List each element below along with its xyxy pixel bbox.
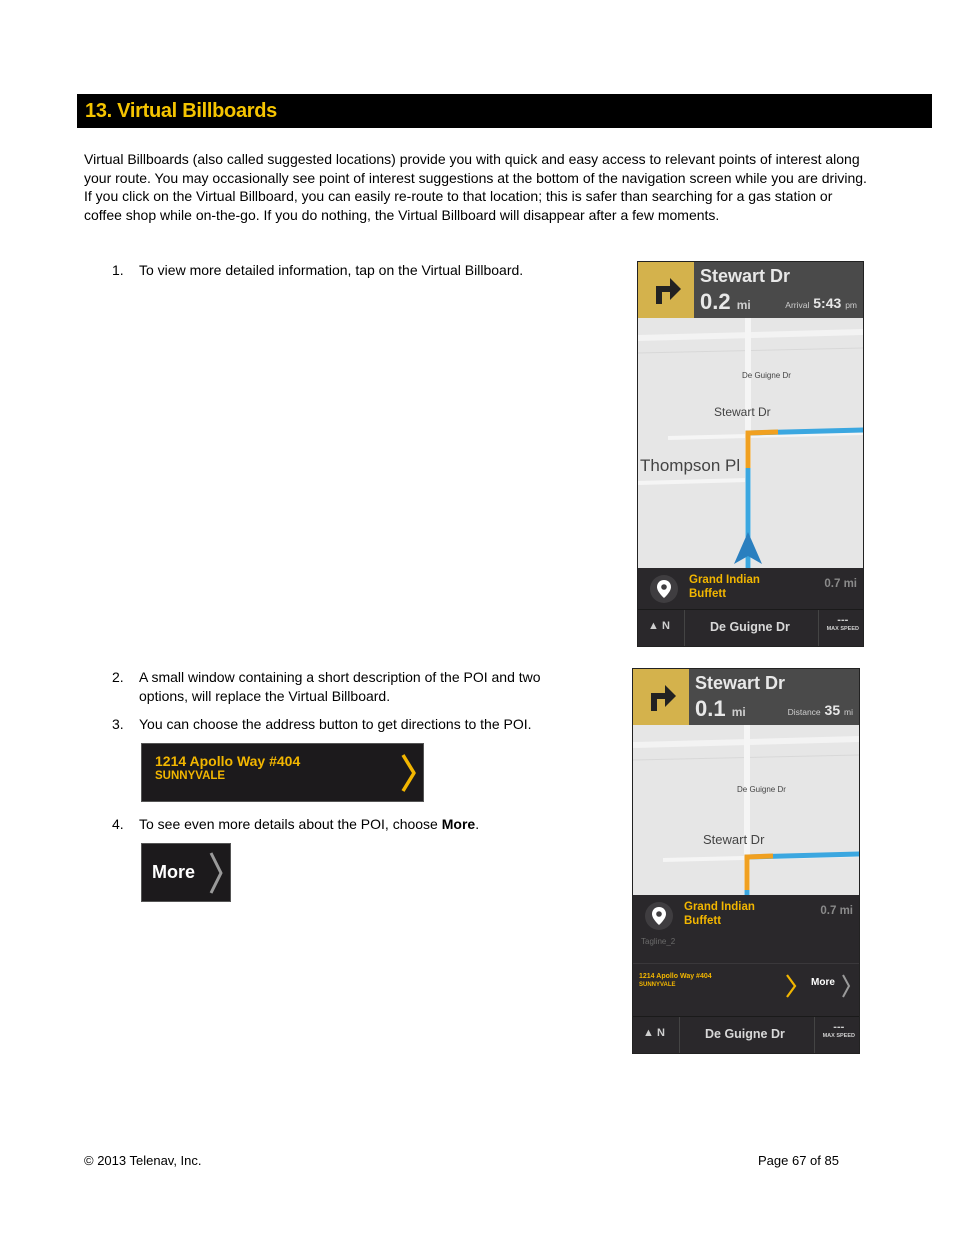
poi-name-line1: Grand Indian (689, 574, 760, 586)
max-speed (823, 1021, 855, 1039)
address-line-2: SUNNYVALE (155, 770, 226, 782)
compass-heading: N (661, 620, 670, 632)
more-label: More (811, 977, 835, 988)
arrival-time (785, 295, 857, 311)
section-title: 13. Virtual Billboards (85, 100, 277, 122)
next-street: Stewart Dr (700, 266, 791, 286)
turn-right-icon (638, 262, 694, 318)
current-street: De Guigne Dr (710, 620, 790, 634)
intro-paragraph: Virtual Billboards (also called suggested locations) provide you with quick and easy access to relevant points of interest along your route. You may occasionally see point of interest suggestions at the bottom of the navigation screen while you are driving. If you click on the Virtual Billboard, you can easily re-route to that location; this is safer than searching for a gas station or coffee shop while on-the-go. If you do nothing, the Virtual Billboard will disappear after a few moments. (84, 151, 867, 223)
poi-name-line2: Buffett (684, 915, 722, 927)
distance-unit: mi (731, 705, 746, 719)
distance-to-turn (695, 696, 746, 722)
map-label: Stewart Dr (703, 832, 765, 847)
distance-unit: mi (736, 298, 751, 312)
max-speed-value: --- (837, 614, 849, 626)
divider (633, 963, 859, 964)
eta-suffix: mi (844, 707, 853, 717)
map-label: De Guigne Dr (737, 785, 786, 794)
current-street: De Guigne Dr (705, 1027, 785, 1041)
divider (679, 1017, 680, 1053)
chevron-right-icon (841, 973, 851, 999)
step-number: 2. (112, 669, 124, 685)
compass-arrow-icon: ▲ (643, 1027, 654, 1039)
divider (818, 610, 819, 646)
poi-address-button[interactable] (639, 973, 804, 1007)
poi-name (689, 573, 760, 601)
map-roads (638, 318, 864, 568)
max-speed-label: MAX SPEED (822, 1033, 855, 1039)
more-label: More (152, 862, 196, 882)
step-2 (112, 668, 592, 708)
poi-more-button[interactable] (807, 973, 855, 1007)
eta-suffix: pm (845, 300, 857, 310)
virtual-billboard[interactable] (638, 568, 863, 610)
chevron-right-icon (399, 753, 417, 793)
chevron-right-icon (785, 973, 797, 999)
chevron-right-icon (208, 851, 224, 895)
poi-distance: 0.7 mi (824, 578, 857, 590)
compass[interactable] (643, 1027, 665, 1039)
step-text-bold: More (441, 816, 476, 832)
address-line-1: 1214 Apollo Way #404 (155, 753, 301, 769)
distance-value: 0.2 (700, 289, 731, 314)
map-label: De Guigne Dr (742, 371, 791, 380)
compass-arrow-icon: ▲ (648, 620, 659, 632)
max-speed-label: MAX SPEED (826, 626, 859, 632)
step-text: You can choose the address button to get directions to the POI. (139, 716, 532, 732)
eta-label: Arrival (785, 300, 810, 310)
poi-tagline: Tagline_2 (641, 937, 676, 946)
nav-header (633, 669, 859, 725)
poi-name-line1: Grand Indian (684, 901, 755, 913)
map-view[interactable] (633, 725, 859, 895)
total-distance (788, 702, 853, 718)
divider (684, 610, 685, 646)
location-pin-icon (650, 575, 678, 603)
location-pin-icon (645, 902, 673, 930)
address-button[interactable] (141, 743, 424, 802)
divider (814, 1017, 815, 1053)
poi-name (684, 900, 755, 928)
address-line-2: SUNNYVALE (639, 982, 676, 988)
max-speed (827, 614, 859, 632)
map-view[interactable] (638, 318, 863, 568)
step-text-before: To see even more details about the POI, choose (139, 816, 442, 832)
more-button[interactable] (141, 843, 231, 902)
step-number: 3. (112, 716, 124, 732)
step-text (139, 815, 479, 834)
phone-screenshot-expanded-billboard (632, 668, 860, 1054)
compass[interactable] (648, 620, 670, 632)
step-number: 4. (112, 816, 124, 832)
step-text-line2: options, will replace the Virtual Billboard. (139, 688, 391, 704)
step-text-after: . (475, 816, 480, 832)
turn-right-icon (633, 669, 689, 725)
phone-screenshot-virtual-billboard (637, 261, 864, 647)
eta-label: Distance (787, 707, 821, 717)
map-roads (633, 725, 860, 895)
max-speed-value: --- (833, 1021, 845, 1033)
nav-bottom-bar (633, 1016, 859, 1053)
nav-bottom-bar (638, 609, 863, 646)
poi-distance: 0.7 mi (820, 905, 853, 917)
footer-page-number: Page 67 of 85 (758, 1153, 839, 1168)
eta-value: 35 (824, 702, 841, 718)
compass-heading: N (656, 1027, 665, 1039)
step-number: 1. (112, 262, 124, 278)
nav-header (638, 262, 863, 318)
map-label: Thompson Pl (640, 456, 741, 475)
map-label: Stewart Dr (714, 405, 771, 419)
next-street: Stewart Dr (695, 673, 786, 693)
expanded-billboard (633, 895, 859, 1019)
distance-to-turn (700, 289, 751, 315)
eta-value: 5:43 (813, 295, 842, 311)
distance-value: 0.1 (695, 696, 726, 721)
address-line-1: 1214 Apollo Way #404 (639, 973, 712, 980)
footer-copyright: © 2013 Telenav, Inc. (84, 1153, 202, 1168)
poi-name-line2: Buffett (689, 588, 727, 600)
step-text-line1: A small window containing a short description of the POI and two (139, 669, 541, 685)
section-heading-bar (77, 94, 932, 128)
step-text: To view more detailed information, tap on the Virtual Billboard. (139, 262, 524, 278)
